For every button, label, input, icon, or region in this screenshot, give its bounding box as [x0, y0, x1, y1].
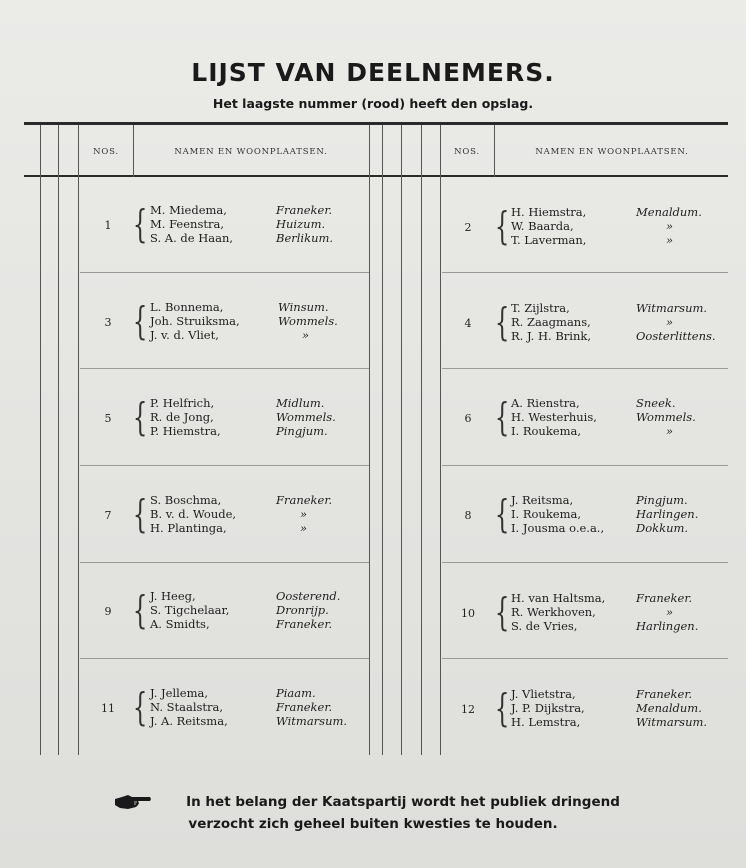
row-separator — [80, 368, 369, 369]
column-line — [133, 125, 134, 177]
brace-icon: { — [494, 686, 510, 730]
entry-number: 7 — [104, 509, 112, 522]
table-top-rule — [24, 122, 728, 125]
entry-number: 8 — [464, 509, 472, 522]
entry-places: Pingjum. Harlingen. Dokkum. — [636, 493, 699, 535]
header-names-left: NAMEN EN WOONPLAATSEN. — [174, 147, 328, 157]
entry-number: 3 — [104, 316, 112, 329]
page-title: LIJST VAN DEELNEMERS. — [191, 58, 555, 87]
entry-names: S. Boschma, B. v. d. Woude, H. Plantinga, — [150, 493, 237, 535]
entry-names: M. Miedema, M. Feenstra, S. A. de Haan, — [150, 203, 234, 245]
entry-number: 6 — [464, 412, 472, 425]
column-line — [58, 125, 59, 755]
entry-number: 5 — [104, 412, 112, 425]
row-separator — [442, 658, 728, 659]
header-nos-right: NOS. — [454, 147, 480, 157]
entry-names: T. Zijlstra, R. Zaagmans, R. J. H. Brink, — [511, 301, 591, 343]
row-separator — [80, 562, 369, 563]
entry-names: L. Bonnema, Joh. Struiksma, J. v. d. Vliet, — [150, 300, 240, 342]
entry-names: A. Rienstra, H. Westerhuis, I. Roukema, — [511, 396, 597, 438]
brace-icon: { — [132, 588, 148, 632]
brace-icon: { — [132, 395, 148, 439]
column-line — [369, 125, 370, 755]
brace-icon: { — [132, 685, 148, 729]
column-line — [494, 125, 495, 177]
entry-number: 12 — [461, 703, 475, 716]
entry-names: J. Reitsma, I. Roukema, I. Jousma o.e.a., — [511, 493, 605, 535]
footer-line-2: verzocht zich geheel buiten kwesties te houden. — [188, 816, 558, 832]
footer-line-1: In het belang der Kaatspartij wordt het publiek dringend — [186, 794, 620, 810]
entry-places: Franeker. Menaldum. Witmarsum. — [636, 687, 708, 729]
entry-names: P. Helfrich, R. de Jong, P. Hiemstra, — [150, 396, 221, 438]
column-line — [382, 125, 383, 755]
entry-number: 11 — [101, 702, 115, 715]
column-line — [40, 125, 41, 755]
brace-icon: { — [132, 492, 148, 536]
header-nos-left: NOS. — [93, 147, 119, 157]
entry-number: 9 — [104, 605, 112, 618]
row-separator — [442, 562, 728, 563]
brace-icon: { — [494, 492, 510, 536]
column-line — [421, 125, 422, 755]
entry-places: Oosterend. Dronrijp. Franeker. — [276, 589, 341, 631]
entry-names: J. Jellema, N. Staalstra, J. A. Reitsma, — [150, 686, 228, 728]
row-separator — [442, 272, 728, 273]
row-separator — [80, 658, 369, 659]
column-line — [78, 125, 79, 755]
brace-icon: { — [132, 202, 148, 246]
entry-number: 2 — [464, 221, 472, 234]
entry-places: Franeker. » Harlingen. — [636, 591, 699, 633]
page-subtitle: Het laagste nummer (rood) heeft den opslag. — [212, 96, 534, 111]
brace-icon: { — [494, 395, 510, 439]
entry-places: Franeker. » » — [276, 493, 333, 535]
column-line — [440, 125, 441, 755]
entry-places: Franeker. Huizum. Berlikum. — [276, 203, 334, 245]
entry-number: 10 — [461, 607, 475, 620]
row-separator — [80, 272, 369, 273]
entry-number: 4 — [464, 317, 472, 330]
row-separator — [442, 465, 728, 466]
row-separator — [80, 465, 369, 466]
entry-names: J. Vlietstra, J. P. Dijkstra, H. Lemstra, — [511, 687, 585, 729]
entry-names: H. Hiemstra, W. Baarda, T. Laverman, — [511, 205, 587, 247]
brace-icon: { — [494, 204, 510, 248]
entry-places: Winsum. Wommels. » — [278, 300, 338, 342]
entry-places: Menaldum. » » — [636, 205, 702, 247]
brace-icon: { — [494, 300, 510, 344]
entry-places: Sneek. Wommels. » — [636, 396, 696, 438]
header-names-right: NAMEN EN WOONPLAATSEN. — [535, 147, 689, 157]
row-separator — [442, 368, 728, 369]
entry-places: Midlum. Wommels. Pingjum. — [276, 396, 336, 438]
entry-number: 1 — [104, 219, 112, 232]
brace-icon: { — [494, 590, 510, 634]
entry-places: Piaam. Franeker. Witmarsum. — [276, 686, 348, 728]
entry-names: H. van Haltsma, R. Werkhoven, S. de Vries, — [511, 591, 606, 633]
entry-names: J. Heeg, S. Tigchelaar, A. Smidts, — [150, 589, 230, 631]
column-line — [401, 125, 402, 755]
brace-icon: { — [132, 299, 148, 343]
entry-places: Witmarsum. » Oosterlittens. — [636, 301, 716, 343]
header-bottom-rule — [24, 175, 728, 177]
